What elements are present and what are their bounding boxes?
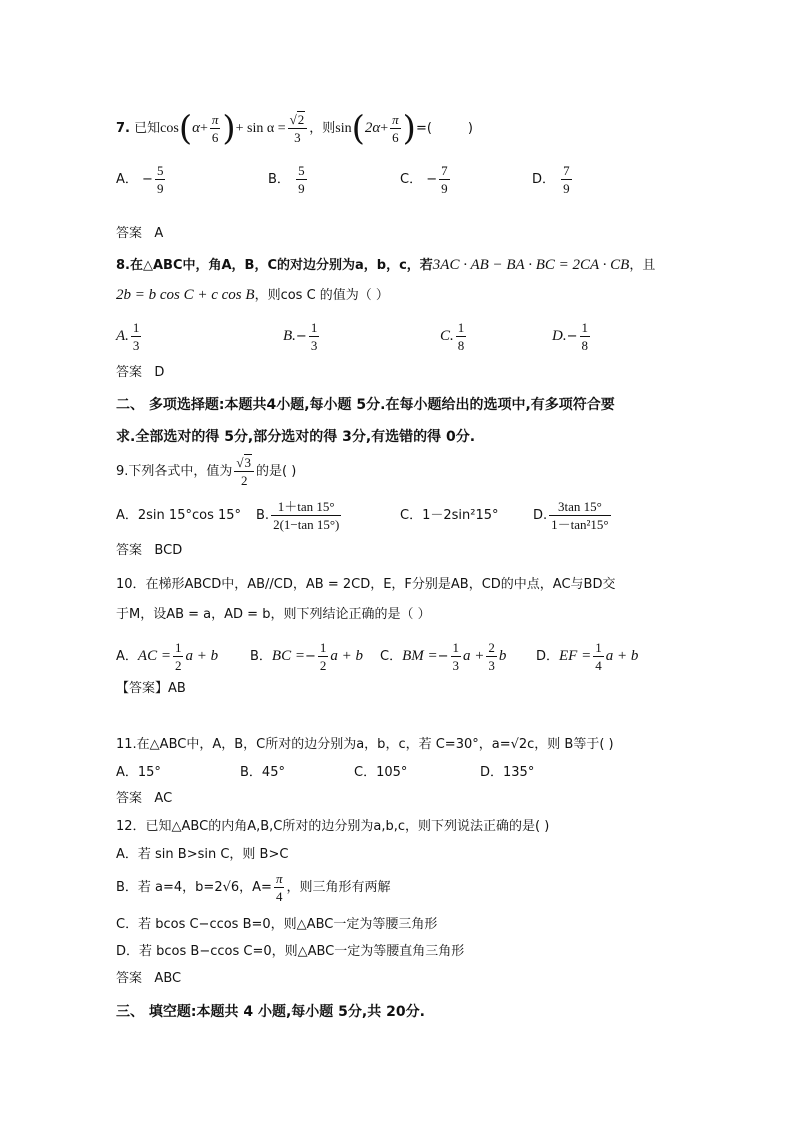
q7-six: 6 — [211, 130, 219, 145]
q9-stem-text: 9.下列各式中，值为 — [116, 464, 233, 479]
q8-option-d-label: D. — [552, 328, 567, 344]
q7-option-a-sign: − — [142, 172, 153, 187]
q9-answer-label: 答案 — [116, 543, 143, 558]
q7-sqrt2: √2 — [288, 113, 308, 129]
q9-option-d-label: D. — [533, 508, 548, 523]
q9-option-d-frac — [549, 500, 610, 531]
q10-option-d-den: 4 — [595, 658, 602, 673]
q9-option-b-label: B. — [256, 508, 270, 523]
q9-option-d — [533, 496, 613, 536]
q10-option-d-tail: a + b — [605, 648, 639, 664]
q10-option-b-tail: a + b — [330, 648, 363, 664]
q10-option-a-den: 2 — [174, 658, 182, 673]
q11-stem: 11.在△ABC中，A，B，C所对的边分别为a，b，c，若 C=30°，a=√2c，则 B等于( ) — [116, 737, 614, 752]
q8-option-a — [116, 316, 143, 357]
q7-lead: 已知 — [134, 121, 161, 136]
q12-option-a: A．若 sin B>sin C，则 B>C — [116, 847, 289, 862]
q8-option-c-num: 1 — [457, 320, 465, 335]
q11-option-c: C．105° — [354, 765, 408, 780]
q8-answer-label: 答案 — [116, 365, 143, 380]
q7-cos: cos — [160, 121, 179, 136]
q10-option-a — [116, 636, 218, 677]
q9-sqrt3-rad: 3 — [244, 455, 252, 470]
q7-plus: + — [199, 121, 208, 136]
q9-option-d-num: 3tan 15° — [549, 500, 610, 516]
q10-option-c — [380, 636, 506, 677]
q9-sqrt3-over-2 — [234, 456, 254, 487]
q8-option-a-den: 3 — [132, 338, 140, 353]
q9-option-b-frac — [271, 500, 341, 531]
q10-option-c-num2: 2 — [488, 640, 495, 655]
q10-option-d-frac — [593, 641, 604, 672]
q11-answer-value: AC — [154, 791, 173, 806]
q7-option-d-label: D． — [532, 172, 556, 187]
q12-answer-value: ABC — [154, 971, 182, 986]
q9-option-b-den: 2(1−tan 15°) — [273, 517, 340, 532]
q7-stem: 7. 已知cos(α+ $\frac{\pi}{6}$ )+ sin α = $\frac{√2}{3}$ ，则sin(2α+ $\frac{\pi}{6}$ )=( ) — [116, 108, 473, 149]
q10-option-b-lhs: BC = — [271, 648, 305, 664]
q7-pi-over-6-b — [390, 113, 401, 144]
section2-line1: 二、 多项选择题:本题共4小题,每小题 5分.在每小题给出的选项中,有多项符合要 — [116, 397, 615, 413]
q12-option-b-end: ，则三角形有两解 — [286, 880, 391, 895]
q10-option-b-sign: − — [304, 649, 316, 664]
q7-option-d — [532, 160, 574, 200]
q7-option-d-frac — [561, 164, 572, 195]
q7-option-a-num: 5 — [156, 163, 164, 178]
q10-option-b-den: 2 — [319, 658, 327, 673]
q8-option-d-num: 1 — [581, 320, 588, 335]
q12-stem: 12．已知△ABC的内角A,B,C所对的边分别为a,b,c，则下列说法正确的是( ) — [116, 819, 550, 834]
q11-option-d: D．135° — [480, 765, 535, 780]
q7-answer — [116, 225, 163, 243]
q7-sin: sin — [335, 121, 352, 136]
q11-answer — [116, 790, 172, 808]
q8-option-d-sign: − — [566, 329, 578, 344]
q10-option-d-num: 1 — [595, 640, 602, 655]
q7-alpha: α — [192, 120, 200, 136]
q10-option-b-num: 1 — [319, 640, 327, 655]
q7-option-b-den: 9 — [298, 181, 305, 196]
q9-option-c: C．1－2sin²15° — [400, 508, 499, 523]
q11-answer-label: 答案 — [116, 791, 143, 806]
q9-option-a: A．2sin 15°cos 15° — [116, 508, 242, 523]
q7-three: 3 — [294, 130, 301, 145]
q10-stem-line1: 10．在梯形ABCD中，AB//CD，AB = 2CD，E，F分别是AB，CD的中点，AC与BD交 — [116, 577, 616, 592]
q10-option-c-sign: − — [437, 649, 449, 664]
q9-stem-end: 的是( ) — [256, 464, 297, 479]
q7-answer-label: 答案 — [116, 226, 143, 241]
q8-stem-line1 — [116, 256, 655, 275]
q12-option-b-four: 4 — [275, 889, 283, 904]
q7-option-c-frac — [439, 164, 450, 195]
q7-right-paren: ) — [222, 108, 236, 149]
q8-answer — [116, 364, 164, 382]
q8-option-a-num: 1 — [132, 320, 140, 335]
q12-answer — [116, 970, 181, 988]
q7-answer-value: A — [154, 226, 164, 241]
q7-then: ，则 — [309, 121, 336, 136]
q10-option-b-label: B． — [250, 649, 272, 664]
q7-option-c — [400, 160, 452, 200]
q9-option-b-num: 1＋tan 15° — [271, 500, 341, 516]
q7-option-b-label: B． — [268, 172, 290, 187]
q7-option-a-frac — [155, 164, 166, 195]
q7-option-c-num: 7 — [441, 163, 448, 178]
q8-option-b-sign: − — [295, 329, 307, 344]
q12-answer-label: 答案 — [116, 971, 143, 986]
q12-option-d: D．若 bcos B−ccos C=0，则△ABC一定为等腰直角三角形 — [116, 944, 465, 959]
q8-option-b-den: 3 — [310, 338, 318, 353]
q7-pi: π — [211, 112, 219, 127]
q12-option-b-pi: π — [275, 871, 283, 886]
q10-option-d-label: D． — [536, 649, 560, 664]
q8-option-d-frac — [580, 321, 591, 352]
q7-eq-paren: =( — [415, 121, 432, 136]
q7-option-c-den: 9 — [441, 181, 448, 196]
q7-sin-alpha: + sin α = — [235, 121, 286, 136]
q7-option-b-num: 5 — [298, 163, 305, 178]
q11-option-a: A．15° — [116, 765, 161, 780]
q10-option-c-den2: 3 — [488, 658, 495, 673]
q7-option-a-den: 9 — [156, 181, 164, 196]
q10-stem-line2: 于M，设AB = a，AD = b，则下列结论正确的是（ ） — [116, 607, 431, 622]
q8-condition-expr: 2b = b cos C + c cos B — [116, 287, 255, 303]
q10-option-d-lhs: EF = — [559, 648, 592, 664]
q10-option-a-frac — [173, 641, 184, 672]
q7-sqrt2-rad: 2 — [297, 112, 305, 127]
section3-header: 三、 填空题:本题共 4 小题,每小题 5分,共 20分. — [116, 1004, 425, 1020]
q7-right-paren-2: ) — [402, 108, 416, 149]
q9-answer-value: BCD — [154, 543, 183, 558]
q8-option-b-frac — [309, 321, 320, 352]
q8-stem-text: 8.在△ABC中，角A，B，C的对边分别为a，b，c，若 — [116, 258, 433, 273]
q10-option-c-tail: a + — [463, 648, 485, 664]
q7-two-alpha: 2α — [364, 120, 381, 136]
q7-pi-over-6 — [210, 113, 221, 144]
q7-sqrt2-over-3 — [288, 113, 308, 144]
section2-line2: 求.全部选对的得 5分,部分选对的得 3分,有选错的得 0分. — [116, 429, 476, 445]
q7-left-paren-2: ( — [351, 108, 365, 149]
q7-left-paren: ( — [178, 108, 193, 149]
q10-option-c-frac2 — [486, 641, 497, 672]
q8-stem-line2 — [116, 286, 389, 305]
q8-vector-expr: 3AC · AB − BA · BC = 2CA · CB — [432, 257, 630, 273]
q8-option-c — [440, 316, 468, 357]
q10-option-c-label: C． — [380, 649, 403, 664]
q7-option-a — [116, 160, 167, 200]
q7-pi-b: π — [392, 112, 399, 127]
q10-option-c-lhs: BM = — [402, 648, 438, 664]
q12-option-b-text: B．若 a=4，b=2√6，A= — [116, 880, 272, 895]
q10-option-a-num: 1 — [174, 640, 182, 655]
q9-two: 2 — [240, 473, 248, 488]
q9-answer — [116, 542, 182, 560]
q7-option-a-label: A． — [116, 172, 138, 187]
q10-option-c-den: 3 — [452, 658, 460, 673]
q10-option-c-num: 1 — [452, 640, 460, 655]
q10-option-a-tail: a + b — [185, 648, 219, 664]
q12-option-b-frac — [274, 872, 285, 903]
q11-option-b: B．45° — [240, 765, 285, 780]
q8-option-d-den: 8 — [581, 338, 588, 353]
q10-answer: 【答案】AB — [116, 681, 186, 696]
q7-six-b: 6 — [392, 130, 399, 145]
q8-option-c-frac — [456, 321, 467, 352]
q7-option-d-den: 9 — [563, 181, 570, 196]
q9-option-d-den: 1－tan²15° — [551, 517, 609, 532]
q7-option-c-label: C． — [400, 172, 423, 187]
q7-option-c-sign: − — [426, 172, 438, 187]
q12-option-b — [116, 868, 390, 908]
q10-option-a-lhs: AC = — [137, 648, 171, 664]
q7-number: 7. — [116, 121, 130, 136]
q8-option-b-num: 1 — [310, 320, 318, 335]
q8-option-a-frac — [131, 321, 142, 352]
q7-option-d-num: 7 — [563, 163, 570, 178]
q8-condition-text: ，则cos C 的值为（ ） — [254, 288, 389, 303]
q8-answer-value: D — [154, 365, 165, 380]
q8-option-c-label: C. — [440, 328, 454, 344]
q8-option-c-den: 8 — [457, 338, 465, 353]
q8-option-d — [552, 316, 592, 357]
q10-option-a-label: A． — [116, 649, 138, 664]
q10-option-c-tail2: b — [498, 648, 507, 664]
q7-option-b-frac — [296, 164, 307, 195]
q9-stem — [116, 452, 296, 492]
q10-option-b-frac — [318, 641, 329, 672]
q7-close-paren: ) — [467, 121, 473, 136]
q10-option-b — [250, 636, 363, 677]
q10-option-c-frac — [451, 641, 462, 672]
q12-option-c: C．若 bcos C−ccos B=0，则△ABC一定为等腰三角形 — [116, 917, 438, 932]
q9-option-b — [256, 496, 343, 536]
q8-option-b — [283, 316, 321, 357]
q8-stem-end: ，且 — [629, 258, 656, 273]
q9-sqrt3: √3 — [234, 456, 254, 472]
q8-option-b-label: B. — [283, 328, 296, 344]
q7-option-b — [268, 160, 309, 200]
q8-option-a-label: A. — [116, 328, 129, 344]
q10-option-d — [536, 636, 638, 677]
